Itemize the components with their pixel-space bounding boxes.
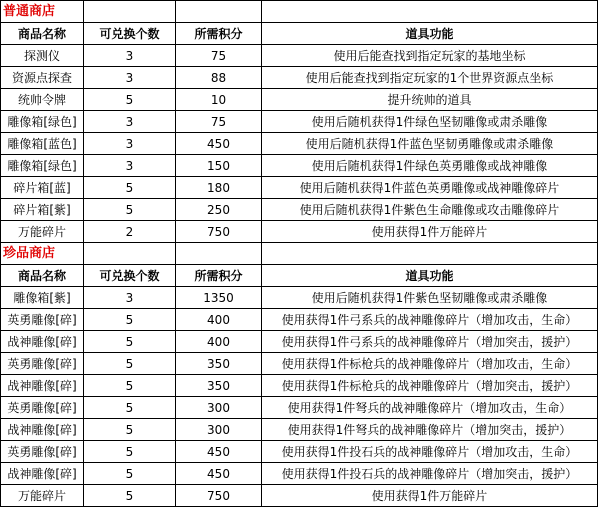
item-qty: 5 — [84, 89, 176, 111]
table-row — [1, 221, 598, 243]
item-name: 雕像箱[蓝色] — [1, 133, 84, 155]
header-name: 商品名称 — [1, 23, 84, 45]
item-qty: 3 — [84, 111, 176, 133]
empty-cell — [262, 1, 598, 23]
item-points: 250 — [176, 199, 262, 221]
item-function: 使用后随机获得1件蓝色坚韧勇雕像或肃杀雕像 — [262, 133, 598, 155]
item-name: 碎片箱[蓝] — [1, 177, 84, 199]
shop-table-body — [1, 1, 598, 507]
item-name: 英勇雕像[碎] — [1, 397, 84, 419]
item-name: 万能碎片 — [1, 221, 84, 243]
header-points: 所需积分 — [176, 265, 262, 287]
table-row — [1, 111, 598, 133]
item-function: 使用获得1件弓系兵的战神雕像碎片（增加攻击，生命） — [262, 309, 598, 331]
header-row — [1, 265, 598, 287]
header-function: 道具功能 — [262, 23, 598, 45]
item-points: 400 — [176, 309, 262, 331]
section-title: 珍品商店 — [1, 243, 84, 265]
section-title: 普通商店 — [1, 1, 84, 23]
section-title-row — [1, 243, 598, 265]
item-name: 战神雕像[碎] — [1, 331, 84, 353]
item-points: 350 — [176, 375, 262, 397]
item-name: 雕像箱[紫] — [1, 287, 84, 309]
item-qty: 5 — [84, 419, 176, 441]
header-qty: 可兑换个数 — [84, 265, 176, 287]
item-qty: 2 — [84, 221, 176, 243]
item-points: 75 — [176, 111, 262, 133]
table-row — [1, 353, 598, 375]
empty-cell — [176, 243, 262, 265]
table-row — [1, 375, 598, 397]
empty-cell — [84, 243, 176, 265]
item-points: 750 — [176, 221, 262, 243]
item-qty: 5 — [84, 397, 176, 419]
item-points: 1350 — [176, 287, 262, 309]
item-name: 战神雕像[碎] — [1, 419, 84, 441]
item-function: 使用获得1件弩兵的战神雕像碎片（增加突击，援护） — [262, 419, 598, 441]
item-points: 150 — [176, 155, 262, 177]
item-points: 350 — [176, 353, 262, 375]
item-qty: 3 — [84, 67, 176, 89]
item-function: 使用后随机获得1件紫色坚韧雕像或肃杀雕像 — [262, 287, 598, 309]
item-function: 使用后随机获得1件绿色英勇雕像或战神雕像 — [262, 155, 598, 177]
item-qty: 5 — [84, 485, 176, 507]
item-function: 使用获得1件弩兵的战神雕像碎片（增加攻击，生命） — [262, 397, 598, 419]
item-function: 使用获得1件标枪兵的战神雕像碎片（增加攻击，生命） — [262, 353, 598, 375]
item-points: 75 — [176, 45, 262, 67]
item-qty: 3 — [84, 287, 176, 309]
item-function: 使用后随机获得1件绿色坚韧雕像或肃杀雕像 — [262, 111, 598, 133]
item-qty: 5 — [84, 375, 176, 397]
table-row — [1, 155, 598, 177]
table-row — [1, 309, 598, 331]
item-function: 提升统帅的道具 — [262, 89, 598, 111]
empty-cell — [176, 1, 262, 23]
item-points: 450 — [176, 463, 262, 485]
item-qty: 5 — [84, 353, 176, 375]
item-qty: 5 — [84, 199, 176, 221]
item-name: 英勇雕像[碎] — [1, 353, 84, 375]
item-points: 450 — [176, 133, 262, 155]
item-qty: 5 — [84, 331, 176, 353]
item-name: 英勇雕像[碎] — [1, 309, 84, 331]
item-function: 使用获得1件投石兵的战神雕像碎片（增加攻击，生命） — [262, 441, 598, 463]
item-function: 使用后随机获得1件蓝色英勇雕像或战神雕像碎片 — [262, 177, 598, 199]
table-row — [1, 89, 598, 111]
item-function: 使用获得1件弓系兵的战神雕像碎片（增加突击，援护） — [262, 331, 598, 353]
item-name: 战神雕像[碎] — [1, 463, 84, 485]
item-points: 88 — [176, 67, 262, 89]
item-name: 战神雕像[碎] — [1, 375, 84, 397]
header-points: 所需积分 — [176, 23, 262, 45]
table-row — [1, 67, 598, 89]
item-points: 180 — [176, 177, 262, 199]
table-row — [1, 133, 598, 155]
table-row — [1, 441, 598, 463]
item-qty: 3 — [84, 45, 176, 67]
item-qty: 3 — [84, 133, 176, 155]
empty-cell — [262, 243, 598, 265]
item-function: 使用获得1件万能碎片 — [262, 221, 598, 243]
table-row — [1, 45, 598, 67]
item-function: 使用后能查找到指定玩家的基地坐标 — [262, 45, 598, 67]
item-function: 使用获得1件标枪兵的战神雕像碎片（增加突击，援护） — [262, 375, 598, 397]
item-points: 10 — [176, 89, 262, 111]
item-qty: 5 — [84, 463, 176, 485]
table-row — [1, 485, 598, 507]
header-name: 商品名称 — [1, 265, 84, 287]
item-points: 450 — [176, 441, 262, 463]
item-name: 碎片箱[紫] — [1, 199, 84, 221]
item-qty: 5 — [84, 177, 176, 199]
table-row — [1, 463, 598, 485]
table-row — [1, 397, 598, 419]
item-function: 使用后随机获得1件紫色生命雕像或攻击雕像碎片 — [262, 199, 598, 221]
item-qty: 5 — [84, 309, 176, 331]
item-name: 雕像箱[绿色] — [1, 155, 84, 177]
item-name: 探测仪 — [1, 45, 84, 67]
header-function: 道具功能 — [262, 265, 598, 287]
item-name: 英勇雕像[碎] — [1, 441, 84, 463]
item-function: 使用获得1件万能碎片 — [262, 485, 598, 507]
item-points: 300 — [176, 397, 262, 419]
item-name: 资源点探查 — [1, 67, 84, 89]
section-title-row — [1, 1, 598, 23]
table-row — [1, 287, 598, 309]
table-row — [1, 331, 598, 353]
table-row — [1, 199, 598, 221]
item-points: 750 — [176, 485, 262, 507]
header-qty: 可兑换个数 — [84, 23, 176, 45]
item-qty: 5 — [84, 441, 176, 463]
item-function: 使用后能查找到指定玩家的1个世界资源点坐标 — [262, 67, 598, 89]
empty-cell — [84, 1, 176, 23]
header-row — [1, 23, 598, 45]
item-name: 统帅令牌 — [1, 89, 84, 111]
table-row — [1, 177, 598, 199]
item-qty: 3 — [84, 155, 176, 177]
item-function: 使用获得1件投石兵的战神雕像碎片（增加突击，援护） — [262, 463, 598, 485]
item-points: 300 — [176, 419, 262, 441]
table-row — [1, 419, 598, 441]
item-points: 400 — [176, 331, 262, 353]
item-name: 万能碎片 — [1, 485, 84, 507]
item-name: 雕像箱[绿色] — [1, 111, 84, 133]
